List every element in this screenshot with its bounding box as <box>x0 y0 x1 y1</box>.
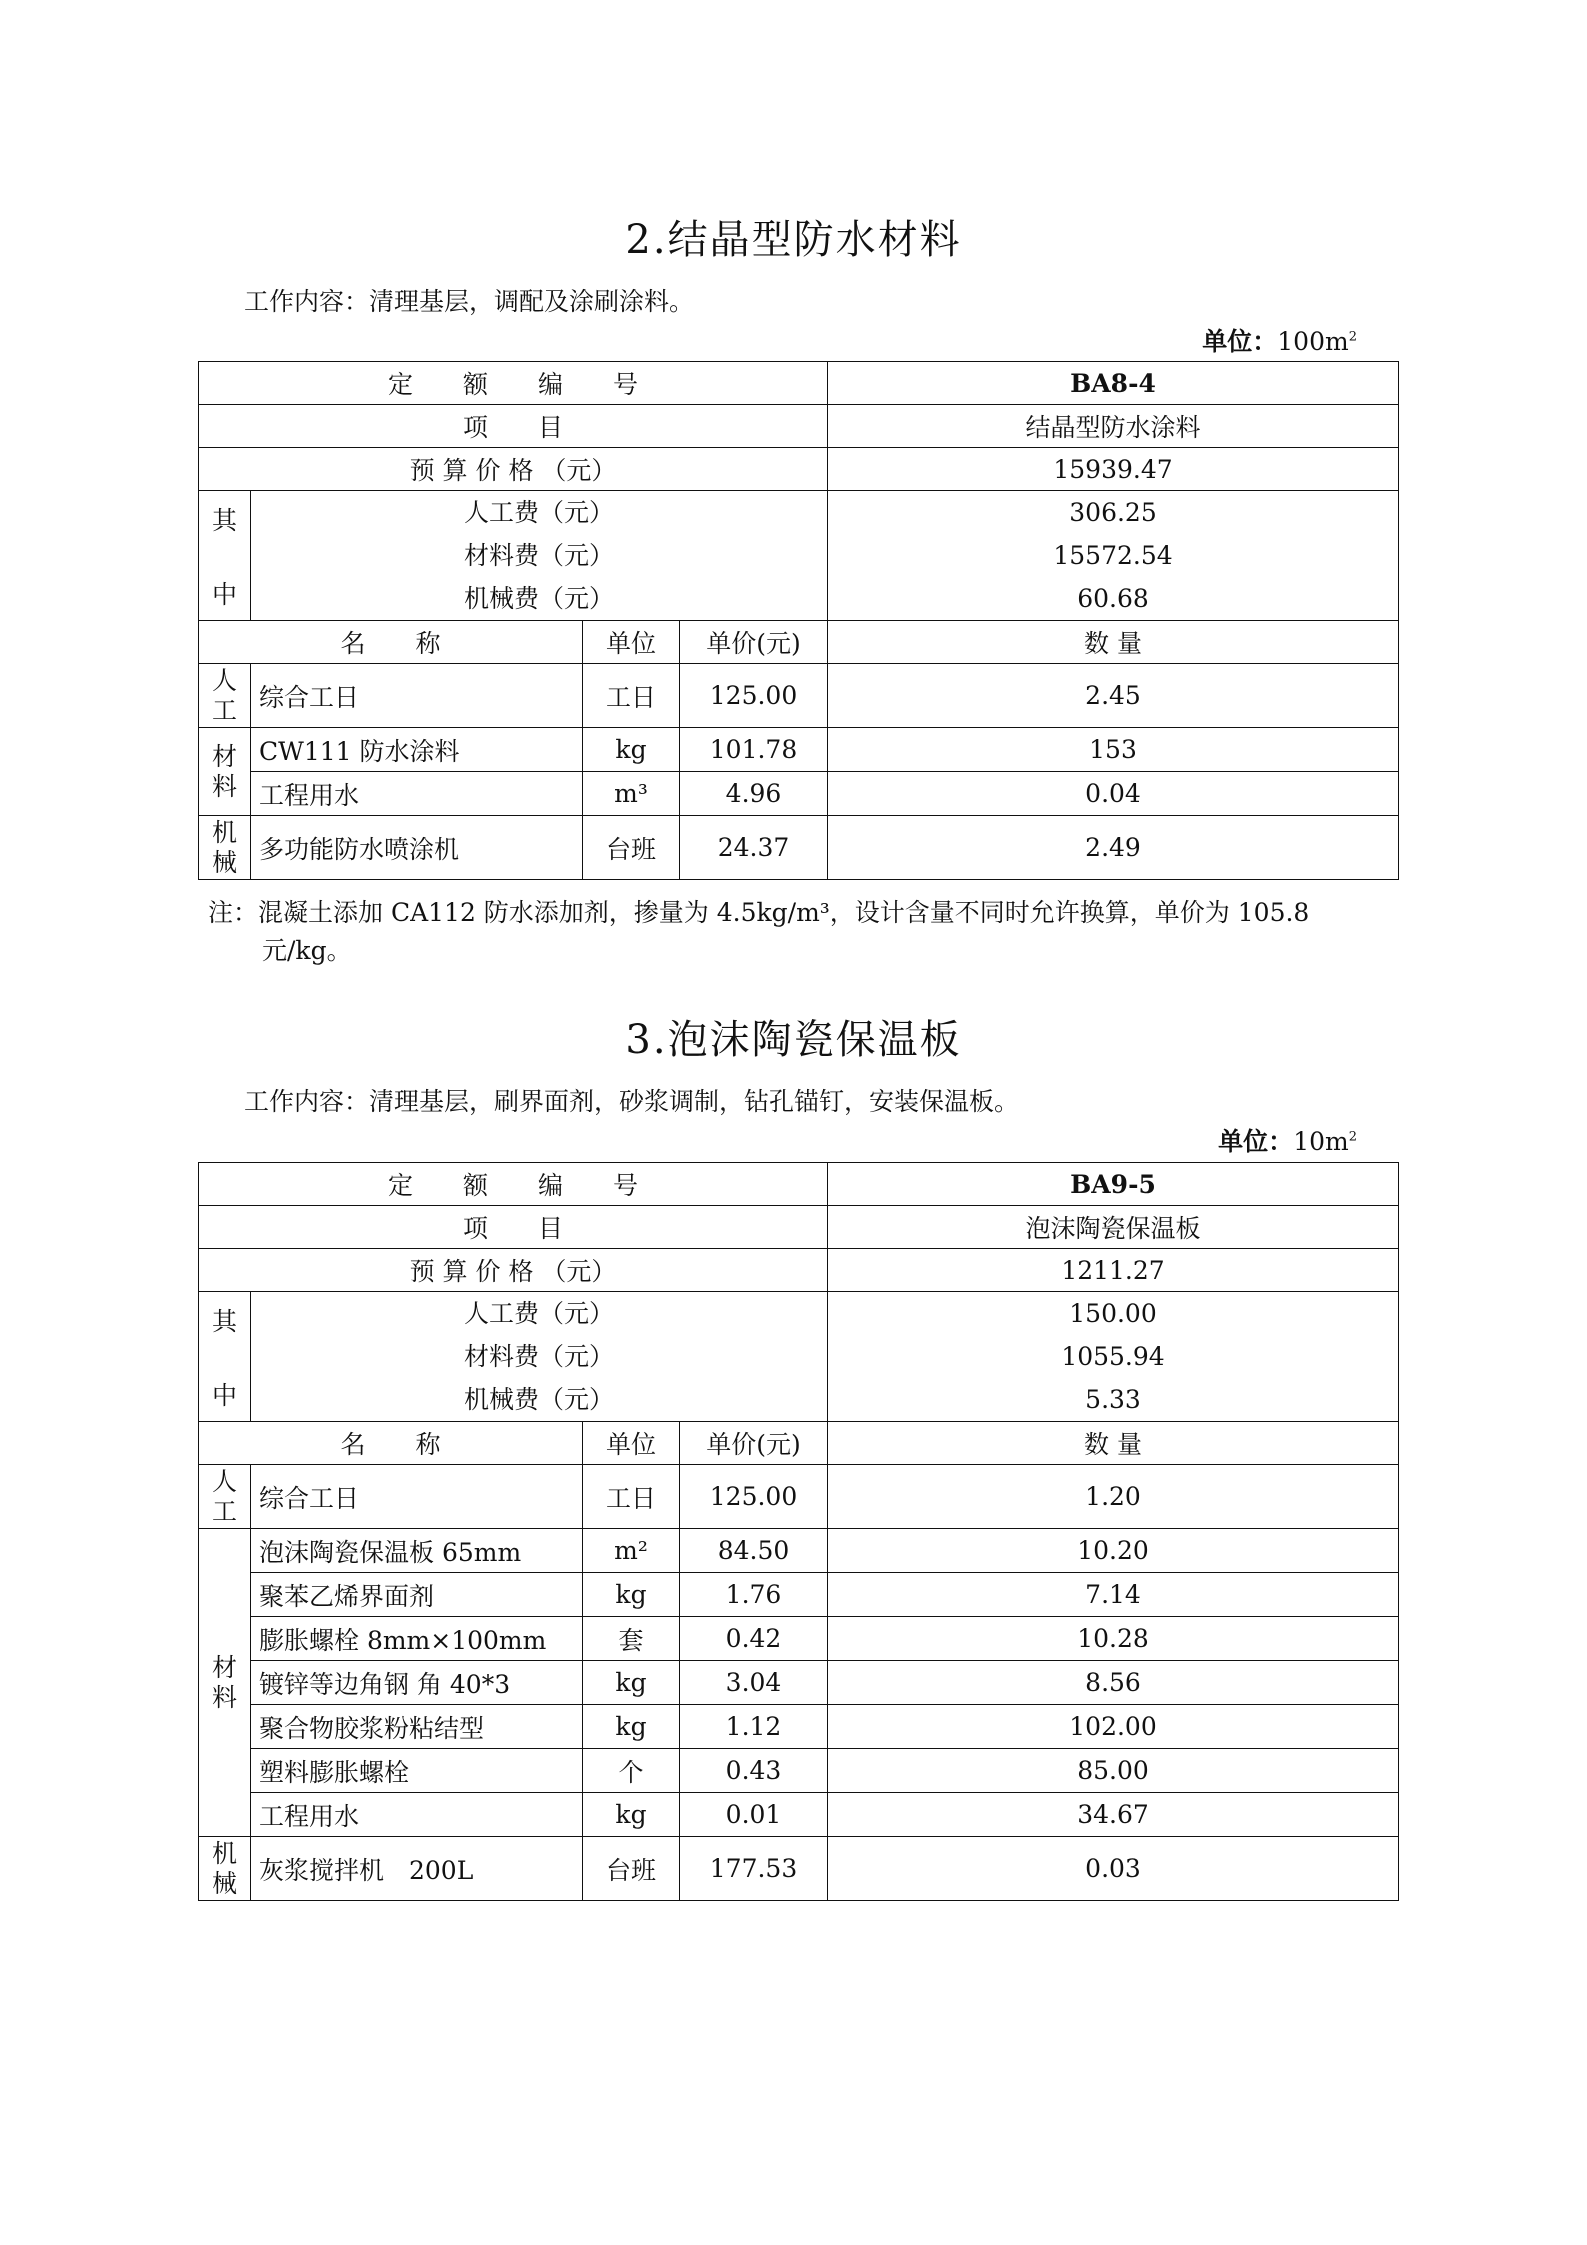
table-row <box>199 1529 1399 1573</box>
resource-price: 0.01 <box>680 1793 828 1837</box>
work-content: 工作内容：清理基层，调配及涂刷涂料。 <box>244 287 695 316</box>
unit-label: 单位： <box>1202 327 1278 356</box>
table-row <box>199 1422 1399 1465</box>
group-label <box>199 1529 251 1837</box>
resource-name: 膨胀螺栓 8mm×100mm <box>251 1617 583 1661</box>
resource-name: 聚合物胶浆粉粘结型 <box>251 1705 583 1749</box>
resource-unit: kg <box>583 1793 680 1837</box>
resource-name: 综合工日 <box>251 664 583 728</box>
resource-name: 工程用水 <box>251 1793 583 1837</box>
budget-price: 15939.47 <box>828 448 1399 491</box>
section-title: 3.泡沫陶瓷保温板 <box>625 1017 962 1063</box>
resource-unit: 个 <box>583 1749 680 1793</box>
quota-code-label: 定 额 编 号 <box>199 1163 828 1206</box>
group-label <box>199 728 251 816</box>
quota-table <box>198 1162 1399 1901</box>
table-row <box>199 728 1399 772</box>
resource-qty: 10.20 <box>828 1529 1399 1573</box>
group-label <box>199 1837 251 1901</box>
col-name-header: 名 称 <box>199 1422 583 1465</box>
table-row <box>199 1573 1399 1617</box>
resource-qty: 1.20 <box>828 1465 1399 1529</box>
budget-price-label: 预 算 价 格 （元） <box>199 448 828 491</box>
table-row <box>199 1793 1399 1837</box>
resource-price: 125.00 <box>680 664 828 728</box>
table-row <box>199 1705 1399 1749</box>
table-row <box>199 362 1399 405</box>
quota-code-label: 定 额 编 号 <box>199 362 828 405</box>
resource-price: 24.37 <box>680 816 828 880</box>
table-row <box>199 1465 1399 1529</box>
group-label-text: 材料 <box>211 741 237 801</box>
table-row <box>199 405 1399 448</box>
resource-unit: kg <box>583 728 680 772</box>
table-row <box>199 1617 1399 1661</box>
cost-values <box>828 491 1399 621</box>
cost-label: 机械费（元） <box>464 584 615 613</box>
section-title: 2.结晶型防水材料 <box>625 217 962 263</box>
col-qty-header: 数 量 <box>828 1422 1399 1465</box>
resource-price: 125.00 <box>680 1465 828 1529</box>
resource-unit: 台班 <box>583 816 680 880</box>
cost-value: 306.25 <box>1069 498 1157 527</box>
resource-unit: m³ <box>583 772 680 816</box>
col-unit-header: 单位 <box>583 1422 680 1465</box>
quota-table <box>198 361 1399 880</box>
item-name: 结晶型防水涂料 <box>828 405 1399 448</box>
resource-name: 灰浆搅拌机 200L <box>251 1837 583 1901</box>
resource-unit: 工日 <box>583 1465 680 1529</box>
resource-qty: 102.00 <box>828 1705 1399 1749</box>
cost-label: 人工费（元） <box>464 498 615 527</box>
group-label <box>199 664 251 728</box>
resource-qty: 0.03 <box>828 1837 1399 1901</box>
cost-labels <box>251 491 828 621</box>
resource-qty: 10.28 <box>828 1617 1399 1661</box>
table-row <box>199 1661 1399 1705</box>
cost-value: 1055.94 <box>1061 1342 1165 1371</box>
resource-name: 多功能防水喷涂机 <box>251 816 583 880</box>
resource-name: 聚苯乙烯界面剂 <box>251 1573 583 1617</box>
resource-qty: 2.45 <box>828 664 1399 728</box>
resource-price: 101.78 <box>680 728 828 772</box>
resource-name: 镀锌等边角钢 角 40*3 <box>251 1661 583 1705</box>
table-row <box>199 1292 1399 1422</box>
unit-info <box>1218 1122 1357 1158</box>
unit-label: 单位： <box>1218 1127 1294 1156</box>
resource-qty: 2.49 <box>828 816 1399 880</box>
resource-price: 1.12 <box>680 1705 828 1749</box>
cost-label: 机械费（元） <box>464 1385 615 1414</box>
table-row <box>199 621 1399 664</box>
table-row <box>199 448 1399 491</box>
breakdown-label <box>199 491 251 621</box>
breakdown-label <box>199 1292 251 1422</box>
group-label-text: 机械 <box>211 817 237 877</box>
resource-name: 泡沫陶瓷保温板 65mm <box>251 1529 583 1573</box>
group-label <box>199 816 251 880</box>
resource-name: 综合工日 <box>251 1465 583 1529</box>
resource-name: CW111 防水涂料 <box>251 728 583 772</box>
group-label-text: 材料 <box>211 1652 237 1712</box>
resource-unit: m² <box>583 1529 680 1573</box>
item-label: 项 目 <box>199 1206 828 1249</box>
resource-qty: 0.04 <box>828 772 1399 816</box>
resource-price: 1.76 <box>680 1573 828 1617</box>
resource-unit: 台班 <box>583 1837 680 1901</box>
table-row <box>199 1249 1399 1292</box>
group-label-text: 人工 <box>211 1466 237 1526</box>
resource-unit: kg <box>583 1573 680 1617</box>
breakdown-char: 其 <box>211 1306 237 1336</box>
budget-price-label: 预 算 价 格 （元） <box>199 1249 828 1292</box>
breakdown-char: 其 <box>211 505 237 535</box>
col-price-header: 单价(元) <box>680 621 828 664</box>
table-row <box>199 1206 1399 1249</box>
resource-price: 4.96 <box>680 772 828 816</box>
resource-qty: 85.00 <box>828 1749 1399 1793</box>
note-line-1: 注：混凝土添加 CA112 防水添加剂，掺量为 4.5kg/m³，设计含量不同时允许换算，单价为 105.8 <box>208 898 1310 927</box>
col-name-header: 名 称 <box>199 621 583 664</box>
table-row <box>199 1163 1399 1206</box>
cost-value: 150.00 <box>1069 1299 1157 1328</box>
breakdown-char: 中 <box>211 579 237 609</box>
cost-value: 60.68 <box>1077 584 1149 613</box>
unit-value: 100m <box>1277 327 1349 356</box>
breakdown-label-chars <box>199 501 250 611</box>
breakdown-char: 中 <box>211 1380 237 1410</box>
group-label <box>199 1465 251 1529</box>
col-unit-header: 单位 <box>583 621 680 664</box>
resource-qty: 34.67 <box>828 1793 1399 1837</box>
unit-value: 10m <box>1293 1127 1349 1156</box>
cost-value: 15572.54 <box>1053 541 1173 570</box>
resource-qty: 8.56 <box>828 1661 1399 1705</box>
table-row <box>199 816 1399 880</box>
note-line-2: 元/kg。 <box>262 936 352 965</box>
unit-superscript: 2 <box>1348 1129 1357 1145</box>
resource-price: 3.04 <box>680 1661 828 1705</box>
resource-price: 0.42 <box>680 1617 828 1661</box>
quota-table-body <box>199 362 1399 880</box>
cost-values <box>828 1292 1399 1422</box>
table-row <box>199 1749 1399 1793</box>
group-label-text: 机械 <box>211 1838 237 1898</box>
resource-qty: 7.14 <box>828 1573 1399 1617</box>
group-label-text: 人工 <box>211 665 237 725</box>
resource-unit: kg <box>583 1705 680 1749</box>
resource-unit: 工日 <box>583 664 680 728</box>
resource-unit: 套 <box>583 1617 680 1661</box>
resource-unit: kg <box>583 1661 680 1705</box>
cost-label: 材料费（元） <box>464 1342 615 1371</box>
resource-name: 塑料膨胀螺栓 <box>251 1749 583 1793</box>
resource-price: 0.43 <box>680 1749 828 1793</box>
quota-code: BA9-5 <box>828 1163 1399 1206</box>
col-qty-header: 数 量 <box>828 621 1399 664</box>
table-row <box>199 491 1399 621</box>
table-row <box>199 664 1399 728</box>
table-row <box>199 1837 1399 1901</box>
resource-name: 工程用水 <box>251 772 583 816</box>
resource-price: 84.50 <box>680 1529 828 1573</box>
item-label: 项 目 <box>199 405 828 448</box>
budget-price: 1211.27 <box>828 1249 1399 1292</box>
cost-label: 材料费（元） <box>464 541 615 570</box>
quota-code: BA8-4 <box>828 362 1399 405</box>
col-price-header: 单价(元) <box>680 1422 828 1465</box>
cost-labels <box>251 1292 828 1422</box>
unit-info <box>1202 322 1357 358</box>
work-content: 工作内容：清理基层，刷界面剂，砂浆调制，钻孔锚钉，安装保温板。 <box>244 1087 1020 1116</box>
cost-value: 5.33 <box>1085 1385 1141 1414</box>
note <box>208 894 1388 970</box>
unit-superscript: 2 <box>1348 329 1357 345</box>
cost-label: 人工费（元） <box>464 1299 615 1328</box>
item-name: 泡沫陶瓷保温板 <box>828 1206 1399 1249</box>
resource-price: 177.53 <box>680 1837 828 1901</box>
breakdown-label-chars <box>199 1302 250 1412</box>
quota-table-body <box>199 1163 1399 1901</box>
table-row <box>199 772 1399 816</box>
resource-qty: 153 <box>828 728 1399 772</box>
